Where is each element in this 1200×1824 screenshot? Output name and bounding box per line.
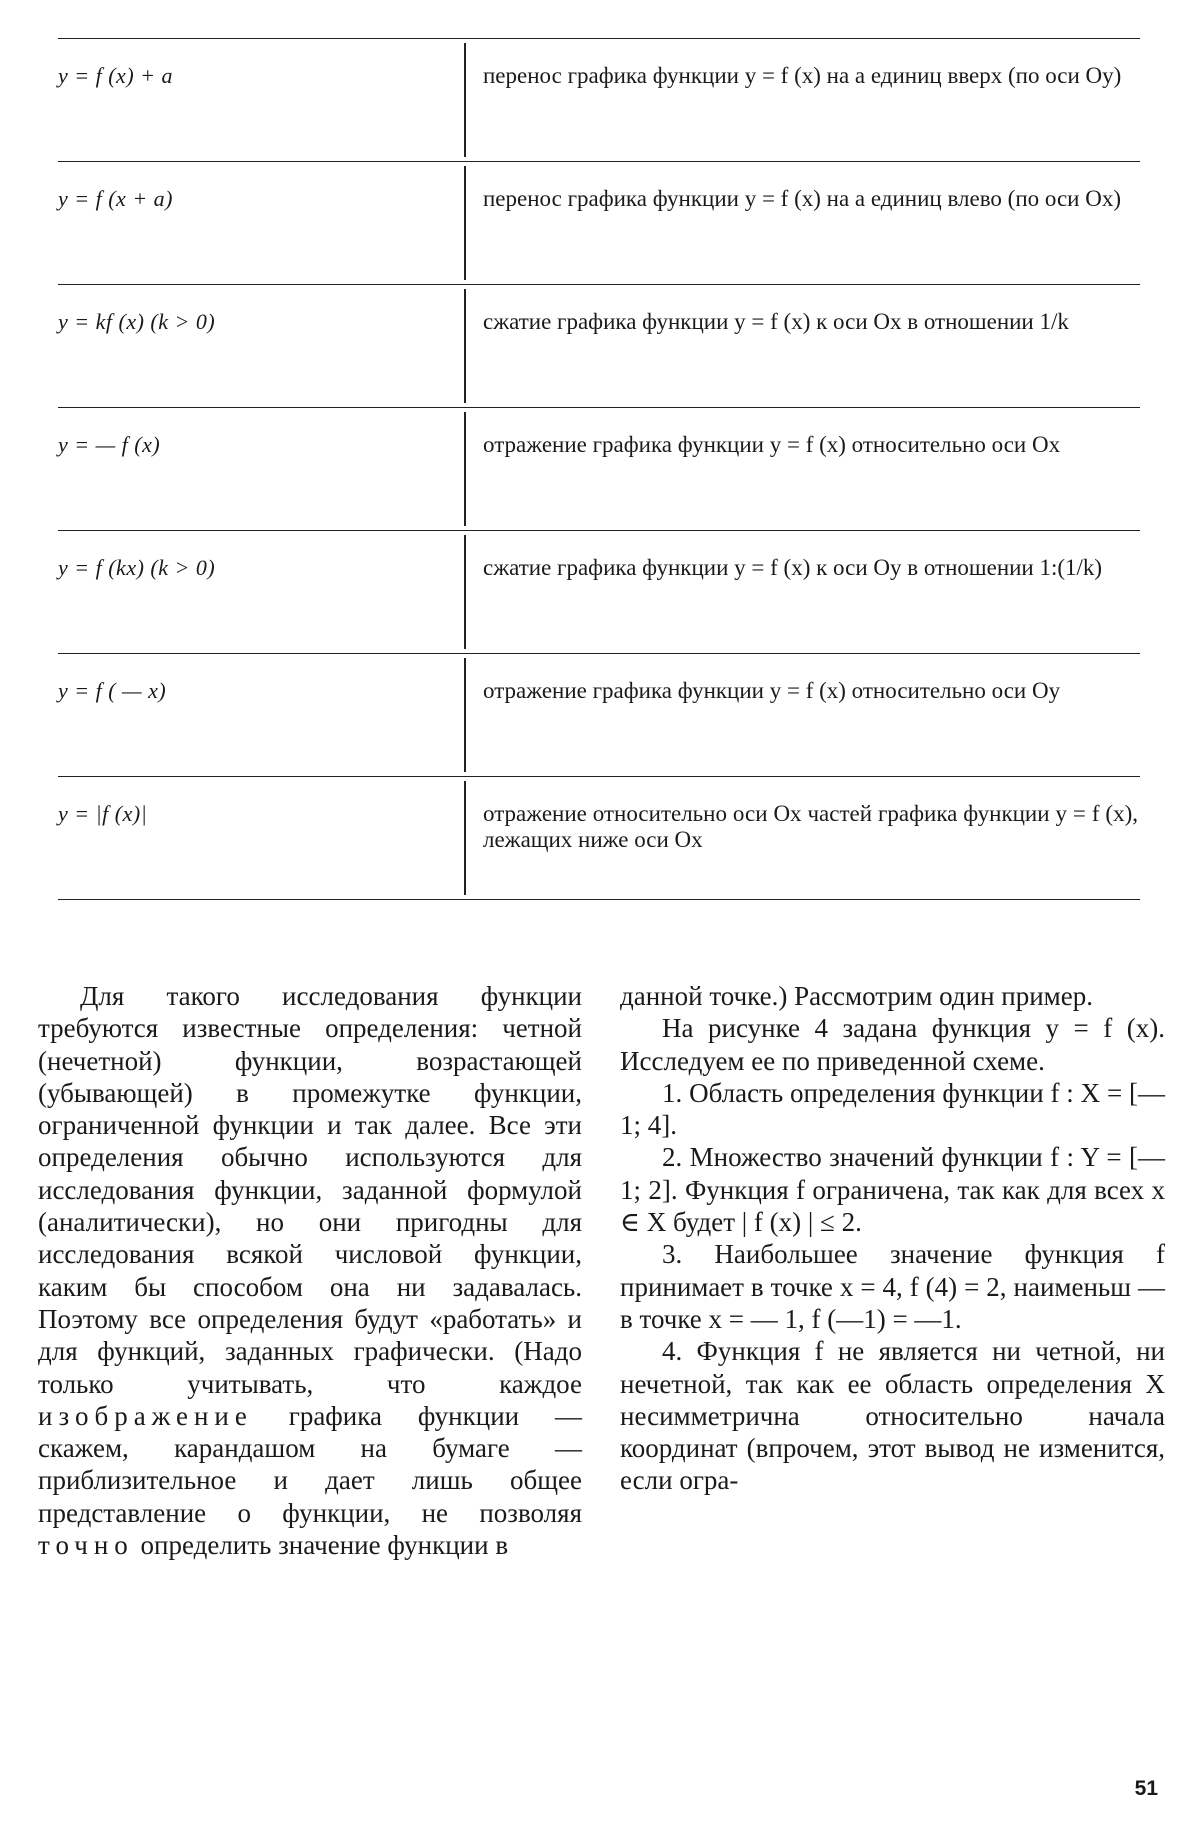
text-run: Для такого исследования функции требуются известные определения: четной (нечетной) функции, возрастающей (убывающей) в промежутке функции, ограниченной функции и так далее. Все эти определения обычно используются для исследования функции, заданной формулой (аналитически), но они пригодны для исследования всякой числовой функции, каким бы способом она ни задавалась. Поэтому все определения будут «работать» и для функций, заданных графически. (Надо только учитывать, что каждое: [38, 981, 582, 1399]
row-formula: y = f (x) + a: [58, 63, 173, 88]
table-row: [58, 284, 1140, 407]
column-divider: [464, 781, 466, 895]
row-description: перенос графика функции y = f (x) на a единиц влево (по оси Ox): [483, 186, 1121, 211]
column-divider: [464, 412, 466, 526]
row-formula: y = f ( — x): [58, 678, 167, 703]
list-item: 1. Область определения функции f : X = [—1; 4].: [620, 1077, 1165, 1141]
transformations-table: [58, 38, 1140, 900]
row-description: отражение графика функции y = f (x) относительно оси Oy: [483, 678, 1061, 703]
row-formula: y = f (x + a): [58, 186, 173, 211]
list-item: 4. Функция f не является ни четной, ни нечетной, так как ее область определения X несимметрична относительно начала координат (впрочем, этот вывод не изменится, если огра-: [620, 1336, 1165, 1496]
row-description: отражение относительно оси Ox частей графика функции y = f (x), лежащих ниже оси Ox: [483, 801, 1138, 852]
text-run: графика функции — скажем, карандашом на бумаге — приблизительное и дает лишь общее представление о функции, не позволяя: [38, 1400, 582, 1528]
table-row: [58, 407, 1140, 530]
emphasis-spaced: точно: [38, 1530, 134, 1561]
table-row: [58, 653, 1140, 776]
table-row: [58, 530, 1140, 653]
row-formula: y = f (kx) (k > 0): [58, 555, 216, 580]
list-item: 3. Наибольшее значение функция f принимает в точке x = 4, f (4) = 2, наименьш — в точке x = — 1, f (—1) = —1.: [620, 1239, 1165, 1334]
text-column-right: [620, 980, 1165, 1497]
column-divider: [464, 658, 466, 772]
column-divider: [464, 43, 466, 157]
row-description: сжатие графика функции y = f (x) к оси Oy в отношении 1:(1/k): [483, 555, 1103, 580]
row-formula: y = — f (x): [58, 432, 161, 457]
emphasis-spaced: изображение: [38, 1400, 253, 1431]
paragraph: данной точке.) Рассмотрим один пример.: [620, 981, 1094, 1011]
text-run: определить значение функции в: [140, 1530, 509, 1561]
row-description: перенос графика функции y = f (x) на a единиц вверх (по оси Oy): [483, 63, 1122, 88]
row-formula: y = |f (x)|: [58, 801, 148, 826]
paragraph: На рисунке 4 задана функция y = f (x). Исследуем ее по приведенной схеме.: [620, 1013, 1165, 1076]
table-row: [58, 776, 1140, 900]
column-divider: [464, 166, 466, 280]
text-column-left: [38, 980, 582, 1561]
table-row: [58, 38, 1140, 161]
row-description: отражение графика функции y = f (x) относительно оси Ox: [483, 432, 1061, 457]
column-divider: [464, 535, 466, 649]
list-item: 2. Множество значений функции f : Y = [—1; 2]. Функция f ограничена, так как для всех x ∈ X будет | f (x) | ≤ 2.: [620, 1142, 1165, 1238]
table-row: [58, 161, 1140, 284]
row-description: сжатие графика функции y = f (x) к оси Ox в отношении 1/k: [483, 309, 1069, 334]
column-divider: [464, 289, 466, 403]
page-number: 51: [1134, 1777, 1158, 1800]
paragraph: [38, 980, 582, 1561]
row-formula: y = kf (x) (k > 0): [58, 309, 216, 334]
